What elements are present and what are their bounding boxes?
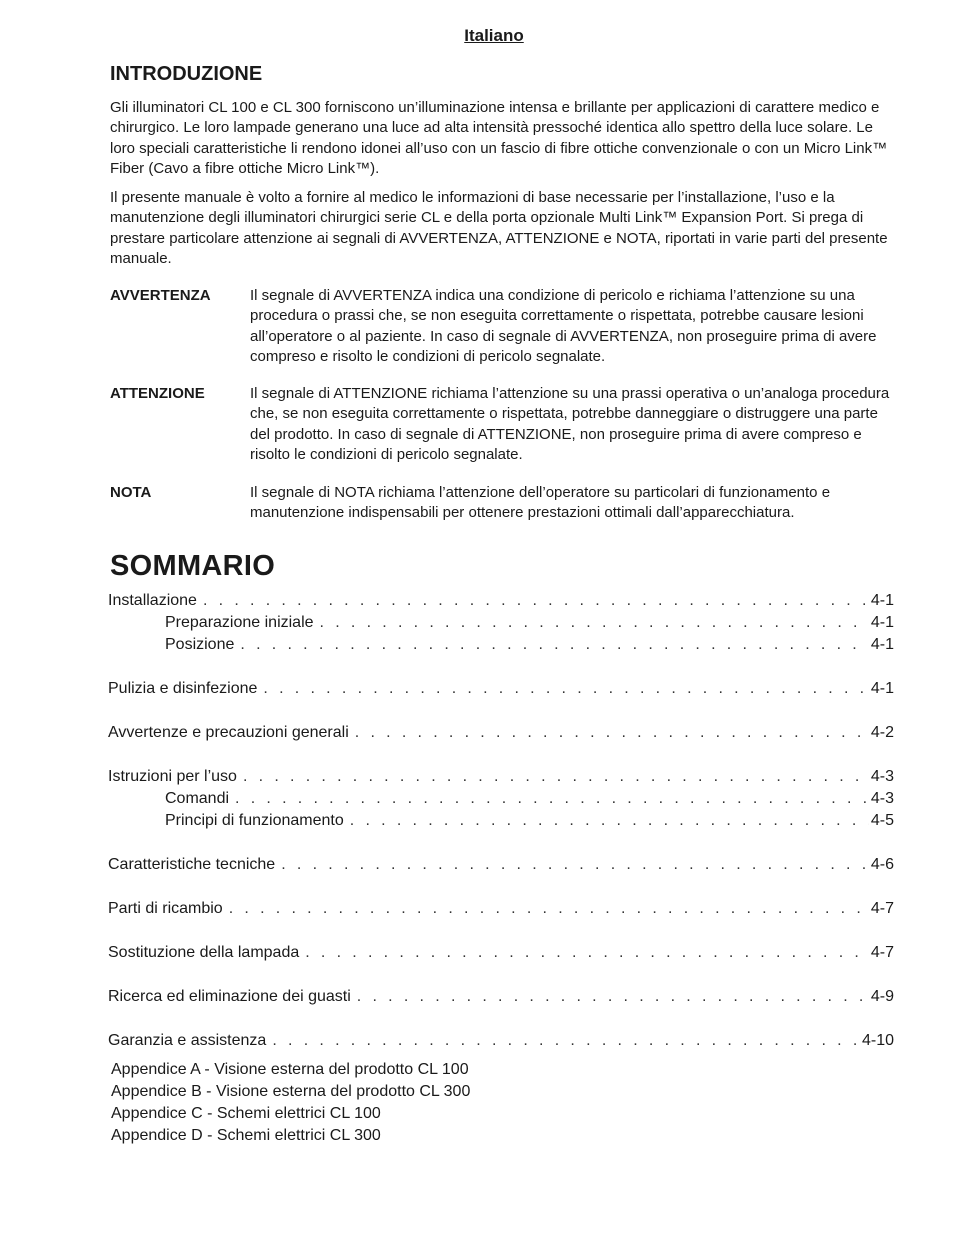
toc-entry-page: 4-1 (870, 592, 894, 609)
toc-entry (108, 854, 894, 876)
toc-entry-title: Posizione (165, 636, 235, 653)
toc-entry-title: Pulizia e disinfezione (108, 680, 258, 697)
toc-leader-dots (320, 612, 869, 634)
toc-leader-dots (350, 810, 869, 832)
toc-leader-dots (263, 678, 868, 700)
toc-entry-title: Preparazione iniziale (165, 614, 314, 631)
toc-leader-dots (235, 788, 869, 810)
appendix-item: Appendice B - Visione esterna del prodotto CL 300 (111, 1083, 471, 1100)
toc-subentry (108, 810, 894, 832)
toc-leader-dots (229, 898, 869, 920)
toc-entry-title: Comandi (165, 790, 230, 807)
toc-subentry (108, 634, 894, 656)
toc-entry-page: 4-10 (861, 1032, 894, 1049)
appendix-item: Appendice C - Schemi elettrici CL 100 (111, 1105, 381, 1122)
toc-leader-dots (240, 634, 869, 656)
toc-entry (108, 678, 894, 700)
appendix-item: Appendice D - Schemi elettrici CL 300 (111, 1127, 381, 1144)
toc-entry-page: 4-7 (870, 944, 894, 961)
toc-leader-dots (203, 590, 869, 612)
toc-leader-dots (243, 766, 869, 788)
toc-entry-page: 4-1 (870, 614, 894, 631)
toc-entry (108, 590, 894, 612)
toc-entry-title: Avvertenze e precauzioni generali (108, 724, 349, 741)
toc-entry-title: Ricerca ed eliminazione dei guasti (108, 988, 351, 1005)
toc-leader-dots (355, 722, 869, 744)
toc-entry (108, 986, 894, 1008)
toc-entry-title: Istruzioni per l’uso (108, 768, 237, 785)
toc-leader-dots (281, 854, 869, 876)
toc-entry-page: 4-3 (870, 790, 894, 807)
toc-entry (108, 766, 894, 788)
intro-paragraph: Il presente manuale è volto a fornire al medico le informazioni di base necessarie per l’installazione, l’uso e la manutenzione degli illuminatori chirurgici serie CL e della porta opzionale Multi Link™ Expansion Port. Si prega di prestare particolare attenzione ai segnali di AVVERTENZA, ATTENZIONE e NOTA, riportati in varie parti del presente manuale. (110, 189, 888, 267)
notice-text-note: Il segnale di NOTA richiama l’attenzione dell’operatore su particolari di funzionamento e manutenzione indispensabili per ottenere prestazioni ottimali dall’apparecchiatura. (250, 484, 831, 522)
intro-heading: INTRODUZIONE (110, 63, 263, 85)
toc-entry-page: 4-7 (870, 900, 894, 917)
toc-entry-page: 4-3 (870, 768, 894, 785)
toc-entry-title: Principi di funzionamento (165, 812, 344, 829)
notice-label-note: NOTA (110, 484, 152, 501)
toc-entry-title: Sostituzione della lampada (108, 944, 300, 961)
toc-entry-page: 4-5 (870, 812, 894, 829)
appendix-item: Appendice A - Visione esterna del prodotto CL 100 (111, 1061, 469, 1078)
toc-entry (108, 1030, 894, 1052)
toc-entry (108, 942, 894, 964)
toc-entry-page: 4-2 (870, 724, 894, 741)
toc-entry-title: Garanzia e assistenza (108, 1032, 267, 1049)
toc-entry-title: Parti di ricambio (108, 900, 223, 917)
toc-list (108, 590, 894, 1052)
toc-entry (108, 898, 894, 920)
notice-text-caution: Il segnale di ATTENZIONE richiama l’attenzione su una prassi operativa o un’analoga procedura che, se non eseguita correttamente o rispettata, potrebbe danneggiare o distruggere una parte del prodotto. In caso di segnale di ATTENZIONE, non proseguire prima di avere compreso e risolto le condizioni di pericolo segnalate. (250, 385, 890, 463)
toc-entry-page: 4-1 (870, 636, 894, 653)
toc-heading: SOMMARIO (110, 550, 276, 582)
language-heading: Italiano (464, 26, 524, 45)
notice-label-warning: AVVERTENZA (110, 287, 211, 304)
toc-leader-dots (272, 1030, 860, 1052)
toc-leader-dots (305, 942, 869, 964)
notice-label-caution: ATTENZIONE (110, 385, 205, 402)
toc-entry-page: 4-9 (870, 988, 894, 1005)
toc-entry-title: Installazione (108, 592, 197, 609)
toc-leader-dots (357, 986, 869, 1008)
intro-paragraph: Gli illuminatori CL 100 e CL 300 forniscono un’illuminazione intensa e brillante per applicazioni di carattere medico e chirurgico. Le loro lampade generano una luce ad alta intensità pressoché identica allo spettro della luce solare. Le loro speciali caratteristiche li rendono idonei all’uso con un fascio di fibre ottiche convenzionale o con un Micro Link™ Fiber (Cavo a fibre ottiche Micro Link™). (110, 99, 888, 177)
toc-entry-page: 4-6 (870, 856, 894, 873)
toc-entry-page: 4-1 (870, 680, 894, 697)
toc-subentry (108, 788, 894, 810)
toc-subentry (108, 612, 894, 634)
appendix-list (111, 1059, 470, 1147)
toc-entry (108, 722, 894, 744)
toc-entry-title: Caratteristiche tecniche (108, 856, 276, 873)
notice-text-warning: Il segnale di AVVERTENZA indica una condizione di pericolo e richiama l’attenzione su una procedura o prassi che, se non eseguita correttamente o rispettata, potrebbe causare lesioni all’operatore o al paziente. In caso di segnale di AVVERTENZA, non proseguire prima di avere compreso e risolto le condizioni di pericolo segnalate. (250, 287, 877, 365)
